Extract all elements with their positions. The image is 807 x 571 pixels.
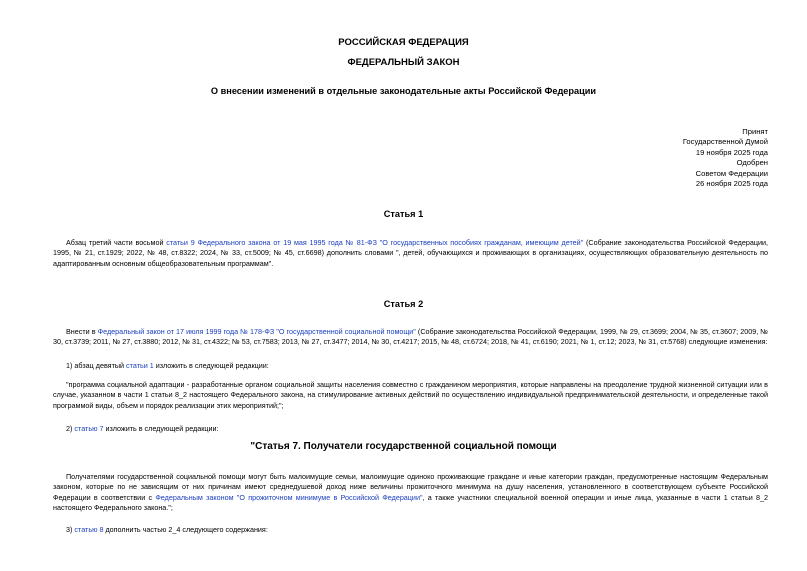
- text-run: , а также участники специальной военной операции и иные лица, указанные в части 1 статьи 8_2 настоящего Федерального закона.";: [53, 492, 769, 513]
- article-2-intro: [53, 327, 768, 348]
- text-run: дополнить частью 2_4 следующего содержания:: [103, 525, 268, 534]
- law-178-fz-link[interactable]: Федеральный закон от 17 июля 1999 года № 178-ФЗ "О государственной социальной помощи": [97, 327, 416, 336]
- text-run: изложить в следующей редакции:: [153, 361, 269, 370]
- item-3: [53, 525, 768, 535]
- text-run: (Собрание законодательства Российской Федерации, 1999, № 29, ст.3699; 2004, № 35, ст.3607; 2009, № 30, ст.3739; 2011, № 27, ст.3880; 2012, № 31, ст.4322; № 53, ст.7583; 2013, № 27, ст.3477; 2014, № 30, ст.4217; 2015, № 48, ст.6724; 2018, № 41, ст.6190; 2021, № 1, ст.12; 2023, № 31, ст.5768) следующие изменения:: [53, 327, 768, 347]
- document-country: РОССИЙСКАЯ ФЕДЕРАЦИЯ: [338, 37, 469, 48]
- item-2: [53, 424, 768, 434]
- adoption-line: Государственной Думой: [682, 137, 768, 147]
- article-1-link[interactable]: статьи 1: [126, 361, 154, 370]
- text-run: 2): [66, 424, 75, 433]
- text-run: (Собрание законодательства Российской Федерации, 1995, № 21, ст.1929; 2022, № 48, ст.8322; 2024, № 33, ст.5009; № 45, ст.6698) дополнить словами ", детей, обучающихся и проживающих в организациях, осуществляющих образовательную деятельность по адаптированным основным общеобразовательным программам".: [53, 238, 768, 268]
- document-law-type: ФЕДЕРАЛЬНЫЙ ЗАКОН: [347, 57, 460, 68]
- article-1-heading: Статья 1: [383, 209, 424, 219]
- text-run: Получателями государственной социальной помощи могут быть малоимущие семьи, малоимущие одиноко проживающие граждане и иные категории граждан, предусмотренные настоящим Федеральным законом, которые по не зависящим от них причинам имеют среднедушевой доход ниже величины прожиточного минимума на душу населения, установленного в соответствующем субъекте Российской Федерации в соответствии с: [53, 472, 768, 502]
- law-81-fz-link[interactable]: статьи 9 Федерального закона от 19 мая 1995 года № 81-ФЗ "О государственных пособиях гражданам, имеющим детей": [166, 238, 584, 247]
- item-1-quote: "программа социальной адаптации - разработанные органом социальной защиты населения совместно с гражданином мероприятия, которые направлены на преодоление трудной жизненной ситуации или в случае, указанном в части 1 статьи 8_2 настоящего Федерального закона, на стимулирование активных действий по осуществлению индивидуальной предпринимательской деятельности, и определенные такой программой виды, объем и порядок реализации этих мероприятий;";: [53, 380, 768, 410]
- text-run: 1) абзац девятый: [66, 361, 127, 370]
- adoption-line: 19 ноября 2025 года: [695, 147, 768, 157]
- adoption-line: 26 ноября 2025 года: [695, 179, 768, 189]
- text-run: 3): [66, 525, 75, 534]
- article-7-link[interactable]: статью 7: [74, 424, 104, 433]
- adoption-line: Принят: [742, 127, 768, 136]
- article-7-paragraph: [53, 472, 768, 514]
- document-title: О внесении изменений в отдельные законодательные акты Российской Федерации: [210, 86, 597, 96]
- article-1-paragraph: [53, 238, 768, 269]
- item-1: [53, 361, 768, 371]
- text-run: Абзац третий части восьмой: [66, 238, 167, 247]
- adoption-line: Советом Федерации: [695, 168, 768, 178]
- article-7-heading: "Статья 7. Получатели государственной социальной помощи: [250, 441, 557, 452]
- adoption-block: [683, 127, 768, 189]
- subsistence-minimum-law-link[interactable]: Федеральным законом "О прожиточном минимуме в Российской Федерации": [155, 492, 423, 502]
- article-2-heading: Статья 2: [383, 299, 424, 309]
- text-run: Внести в: [66, 327, 98, 336]
- text-run: изложить в следующей редакции:: [103, 424, 219, 433]
- adoption-line: Одобрен: [736, 158, 768, 168]
- article-8-link[interactable]: статью 8: [74, 525, 104, 534]
